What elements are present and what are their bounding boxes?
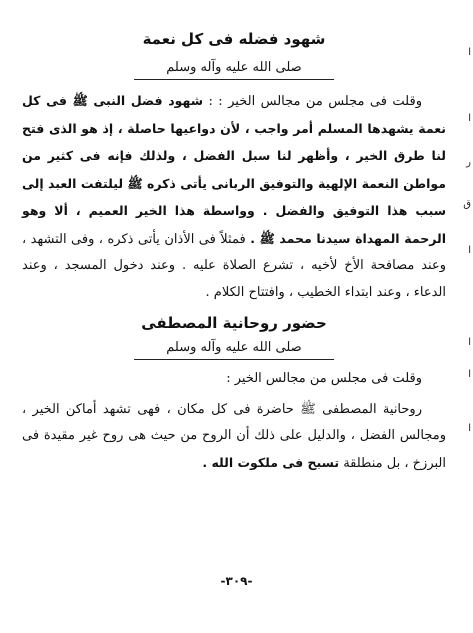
margin-mark: ا <box>468 369 471 380</box>
intro-line: وقلت فى مجلس من مجالس الخير : : <box>208 94 422 109</box>
body-bold-text: تسبح فى ملكوت الله . <box>202 454 340 470</box>
margin-fragments <box>461 40 471 460</box>
section-title: شهود فضله فى كل نعمة <box>142 30 326 48</box>
page-content <box>22 30 446 477</box>
margin-mark: ر <box>466 157 471 168</box>
salutation: صلى الله عليه وآله وسلم <box>166 60 302 75</box>
margin-mark: ا <box>468 337 471 348</box>
section-body <box>22 88 446 306</box>
section-title: حضور روحانية المصطفى <box>141 314 327 332</box>
salutation: صلى الله عليه وآله وسلم <box>166 340 302 355</box>
margin-mark: ا <box>468 423 471 434</box>
divider <box>134 79 334 80</box>
section-spiritual-presence <box>22 314 446 477</box>
body-bold-text: شهود فضل النبى ﷺ فى كل نعمة يشهدها المسلم أمر واجب ، لأن دواعيها حاصلة ، إذ هو الذى فتح لنا طرق الخير ، وأظهر لنا سبل الفضل ، ولذلك فإنه فى كثير من مواطن النعمة الإلهية والتوفيق الربانى يأتى ذكره ﷺ ليلتفت العبد إلى سبب هذا التوفيق والفضل . وواسطة هذا الخير العميم ، ألا وهو الرحمة المهداة سيدنا محمد ﷺ . <box>22 93 446 246</box>
intro-line: وقلت فى مجلس من مجالس الخير : <box>226 371 422 386</box>
margin-mark: ا <box>468 113 471 124</box>
body-text: فمثلاً فى الأذان يأتى ذكره ، وفى التشهد ، وعند مصافحة الأخ لأخيه ، تشرع الصلاة عليه . وعند دخول المسجد ، وعند الدعاء ، وعند ابتداء الخطيب ، وافتتاح الكلام . <box>22 231 446 300</box>
section-body <box>22 397 446 478</box>
section-witnessing-grace <box>22 30 446 306</box>
margin-mark: ق <box>463 199 471 210</box>
margin-mark: ا <box>468 245 471 256</box>
divider <box>134 359 334 360</box>
page-number: -٣٠٩- <box>220 574 253 588</box>
margin-mark: ا <box>468 47 471 58</box>
body-text: روحانية المصطفى ﷺ حاضرة فى كل مكان ، فهى تشهد أماكن الخير ، ومجالس الفضل ، والدليل على ذلك أن الروح من حيث هى روح غير مقيدة فى البرزخ ، بل منطلقة <box>22 401 446 471</box>
